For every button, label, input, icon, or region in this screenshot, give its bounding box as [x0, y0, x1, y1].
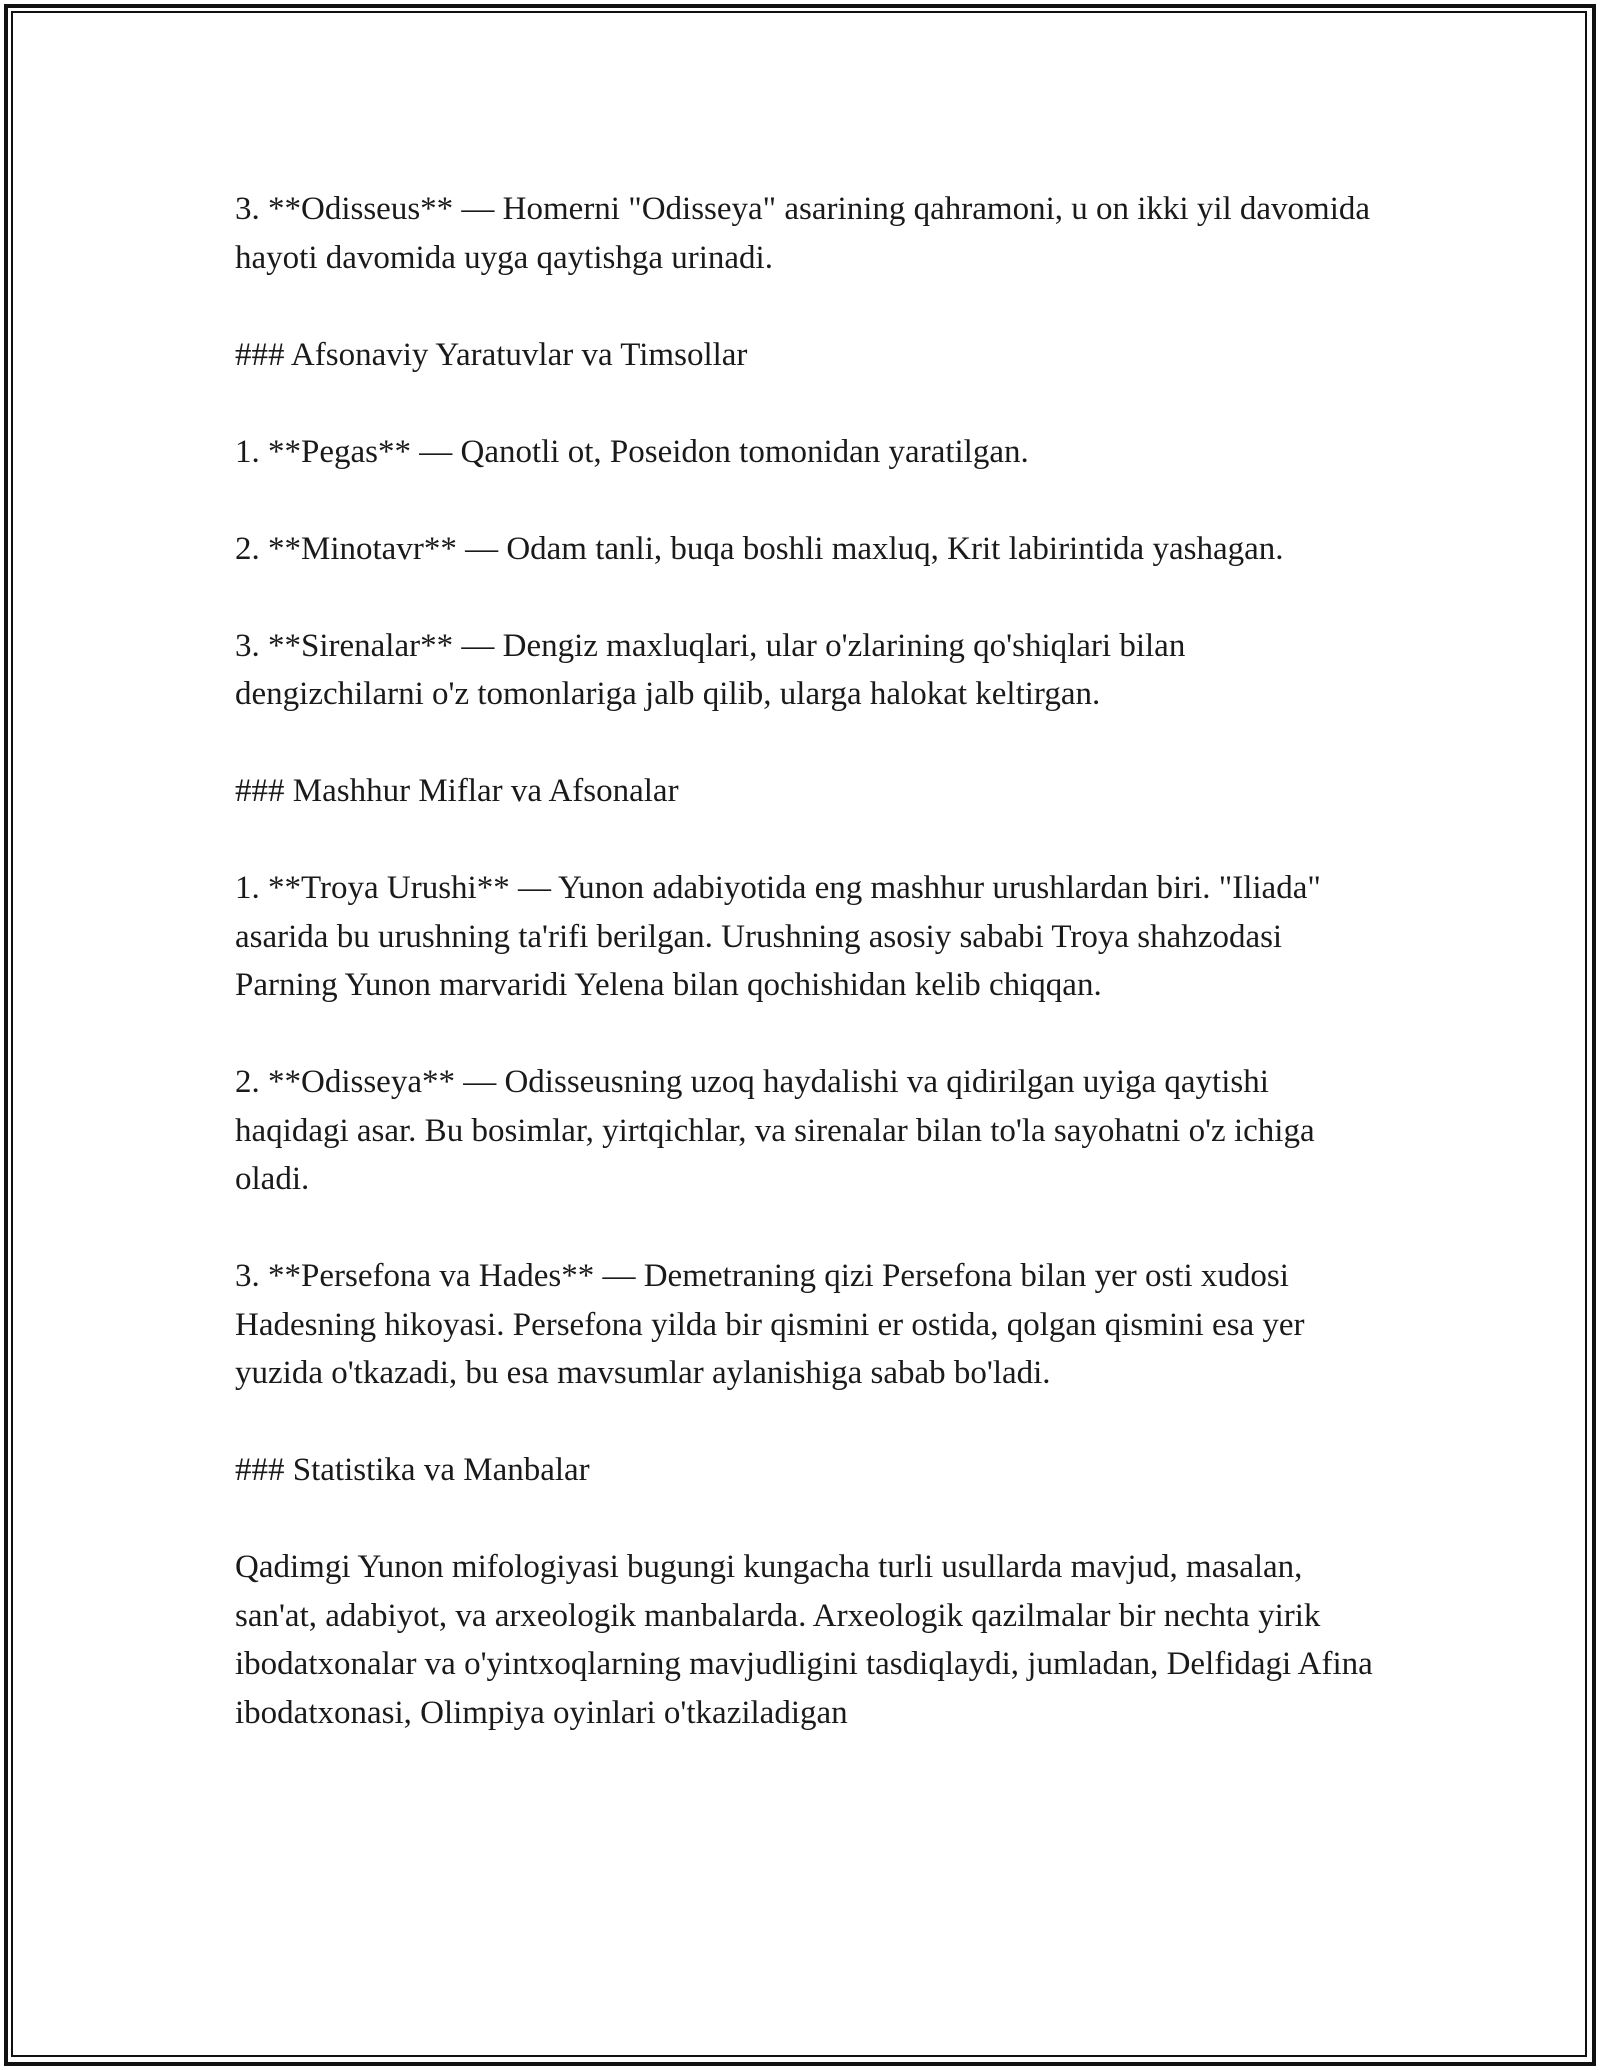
list-item-persefona-hades: 3. **Persefona va Hades** — Demetraning qizi Persefona bilan yer osti xudosi Hadesning hikoyasi. Persefona yilda bir qismini er ostida, qolgan qismini esa yer yuzida o'tkazadi, bu esa mavsumlar aylanishiga sabab bo'ladi.	[235, 1258, 1305, 1391]
list-item-troya-urushi: 1. **Troya Urushi** — Yunon adabiyotida eng mashhur urushlardan biri. "Iliada" asarida bu urushning ta'rifi berilgan. Urushning asosiy sababi Troya shahzodasi Parning Yunon marvaridi Yelena bilan qochishidan kelib chiqqan.	[235, 870, 1321, 1003]
body-paragraph-statistics: Qadimgi Yunon mifologiyasi bugungi kungacha turli usullarda mavjud, masalan, san'at, adabiyot, va arxeologik manbalarda. Arxeologik qazilmalar bir nechta yirik ibodatxonalar va o'yintxoqlarning mavjudligini tasdiqlaydi, jumladan, Delfidagi Afina ibodatxonasi, Olimpiya oyinlari o'tkaziladigan	[235, 1549, 1373, 1731]
list-item-minotavr: 2. **Minotavr** — Odam tanli, buqa boshli maxluq, Krit labirintida yashagan.	[235, 530, 1284, 567]
section-heading-statistics: ### Statistika va Manbalar	[235, 1452, 590, 1488]
list-item-odisseya: 2. **Odisseya** — Odisseusning uzoq haydalishi va qidirilgan uyiga qaytishi haqidagi asar. Bu bosimlar, yirtqichlar, va sirenalar bilan to'la sayohatni o'z ichiga oladi.	[235, 1064, 1315, 1197]
list-item-sirenalar: 3. **Sirenalar** — Dengiz maxluqlari, ular o'zlarining qo'shiqlari bilan dengizchilarni o'z tomonlariga jalb qilib, ularga halokat keltirgan.	[235, 627, 1186, 712]
section-heading-myths: ### Mashhur Miflar va Afsonalar	[235, 773, 679, 809]
section-heading-creatures: ### Afsonaviy Yaratuvlar va Timsollar	[235, 336, 748, 373]
list-item-pegas: 1. **Pegas** — Qanotli ot, Poseidon tomonidan yaratilgan.	[235, 433, 1029, 470]
list-item-odisseus: 3. **Odisseus** — Homerni "Odisseya" asarining qahramoni, u on ikki yil davomida hayoti davomida uyga qaytishga urinadi.	[235, 191, 1371, 276]
document-body	[235, 185, 1375, 1786]
